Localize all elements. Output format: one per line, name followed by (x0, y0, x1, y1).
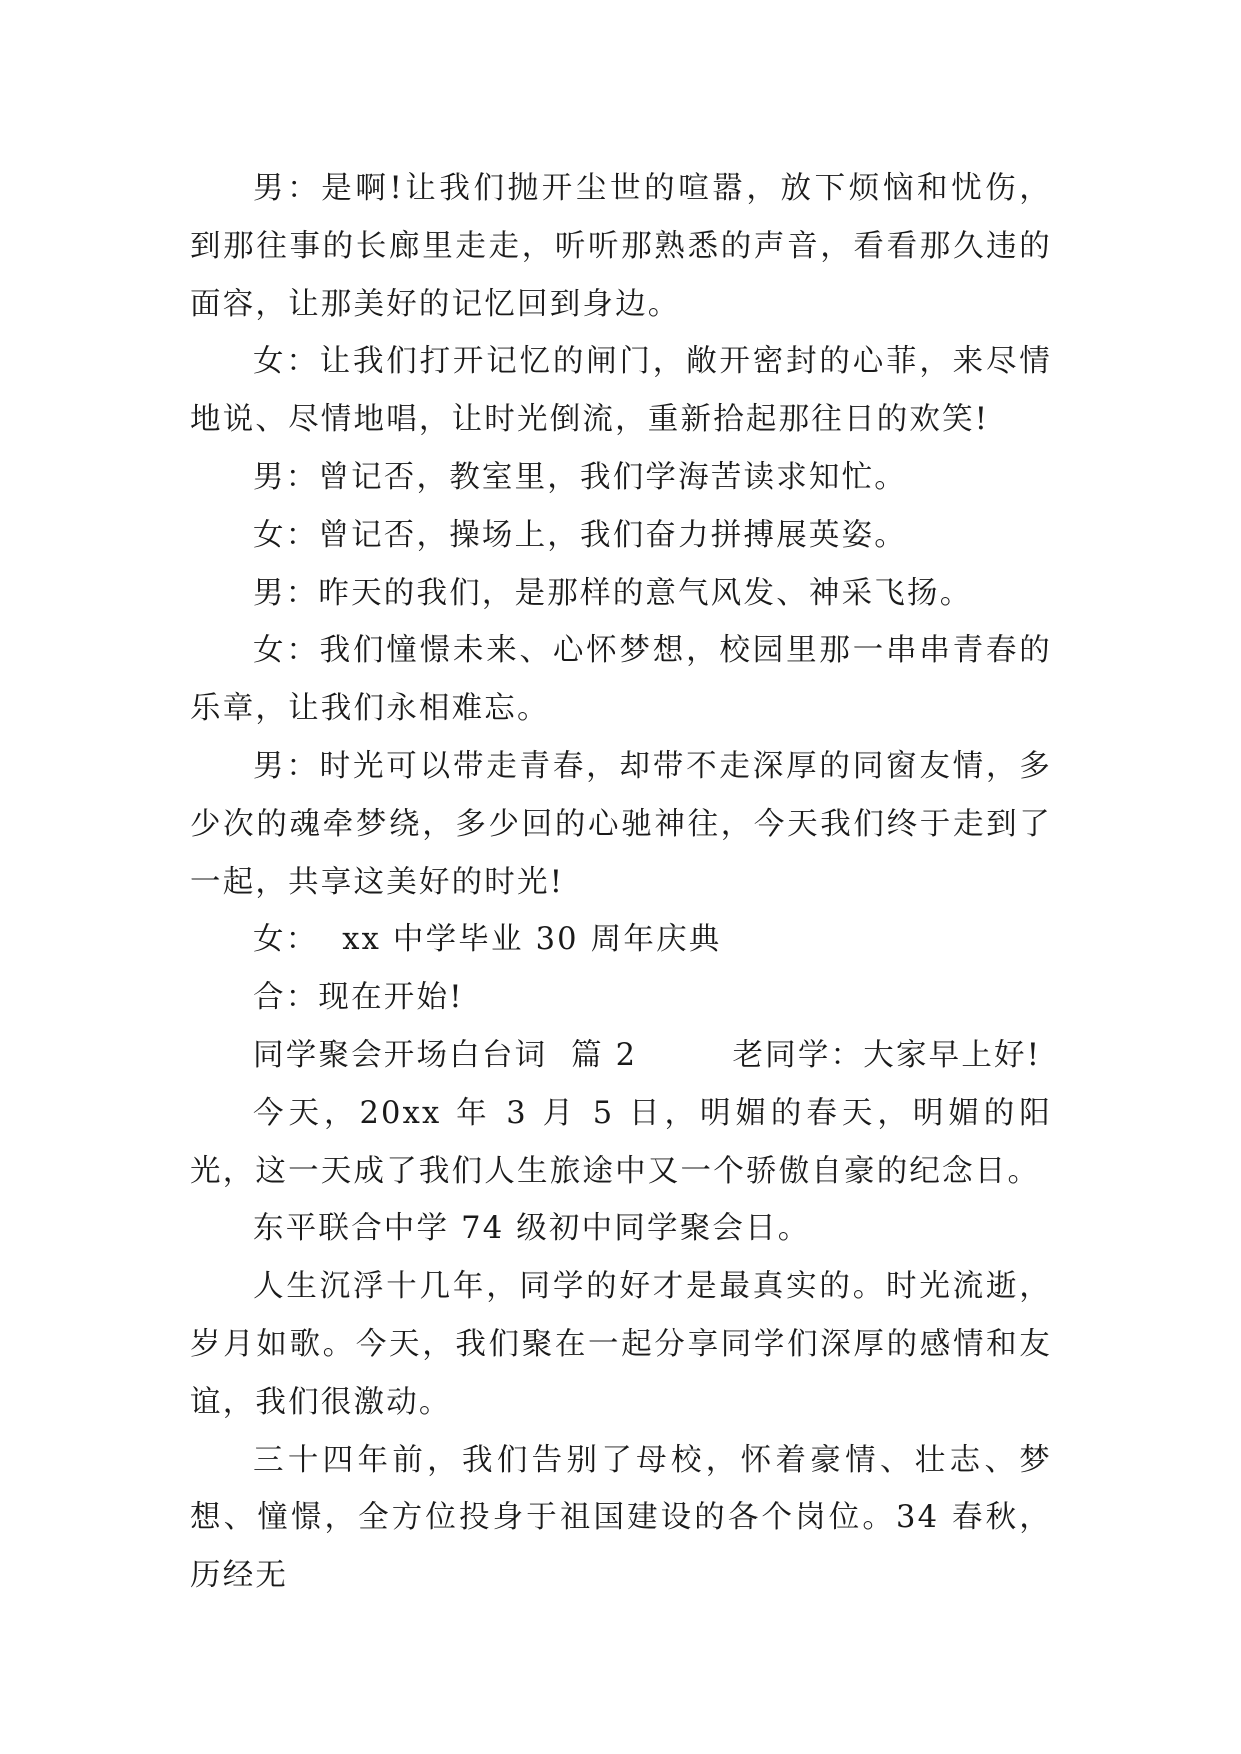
paragraph-14: 三十四年前，我们告别了母校，怀着豪情、壮志、梦想、憧憬，全方位投身于祖国建设的各个岗位。34 春秋，历经无 (190, 1442, 1052, 1594)
paragraph-9: 合：现在开始! (253, 980, 464, 1016)
paragraph-5: 男：昨天的我们，是那样的意气风发、神采飞扬。 (253, 575, 973, 611)
document-body (190, 160, 1052, 1605)
paragraph-4: 女：曾记否，操场上，我们奋力拼搏展英姿。 (253, 517, 907, 553)
section-heading: 同学聚会开场白台词 篇 2 老同学：大家早上好! (253, 1037, 1042, 1073)
paragraph-6: 女：我们憧憬未来、心怀梦想，校园里那一串串青春的乐章，让我们永相难忘。 (190, 633, 1052, 727)
paragraph-12: 东平联合中学 74 级初中同学聚会日。 (253, 1211, 811, 1247)
paragraph-2: 女：让我们打开记忆的闸门，敞开密封的心菲，来尽情地说、尽情地唱，让时光倒流，重新拾起那往日的欢笑! (190, 344, 1052, 438)
paragraph-1: 男：是啊!让我们抛开尘世的喧嚣，放下烦恼和忧伤，到那往事的长廊里走走，听听那熟悉的声音，看看那久违的面容，让那美好的记忆回到身边。 (190, 171, 1052, 322)
paragraph-11: 今天，20xx 年 3 月 5 日，明媚的春天，明媚的阳光，这一天成了我们人生旅途中又一个骄傲自豪的纪念日。 (190, 1095, 1052, 1189)
paragraph-7: 男：时光可以带走青春，却带不走深厚的同窗友情，多少次的魂牵梦绕，多少回的心驰神往，今天我们终于走到了一起，共享这美好的时光! (190, 748, 1052, 900)
paragraph-3: 男：曾记否，教室里，我们学海苦读求知忙。 (253, 459, 907, 495)
paragraph-8: 女： xx 中学毕业 30 周年庆典 (253, 922, 722, 958)
paragraph-13: 人生沉浮十几年，同学的好才是最真实的。时光流逝，岁月如歌。今天，我们聚在一起分享同学们深厚的感情和友谊，我们很激动。 (190, 1269, 1052, 1420)
